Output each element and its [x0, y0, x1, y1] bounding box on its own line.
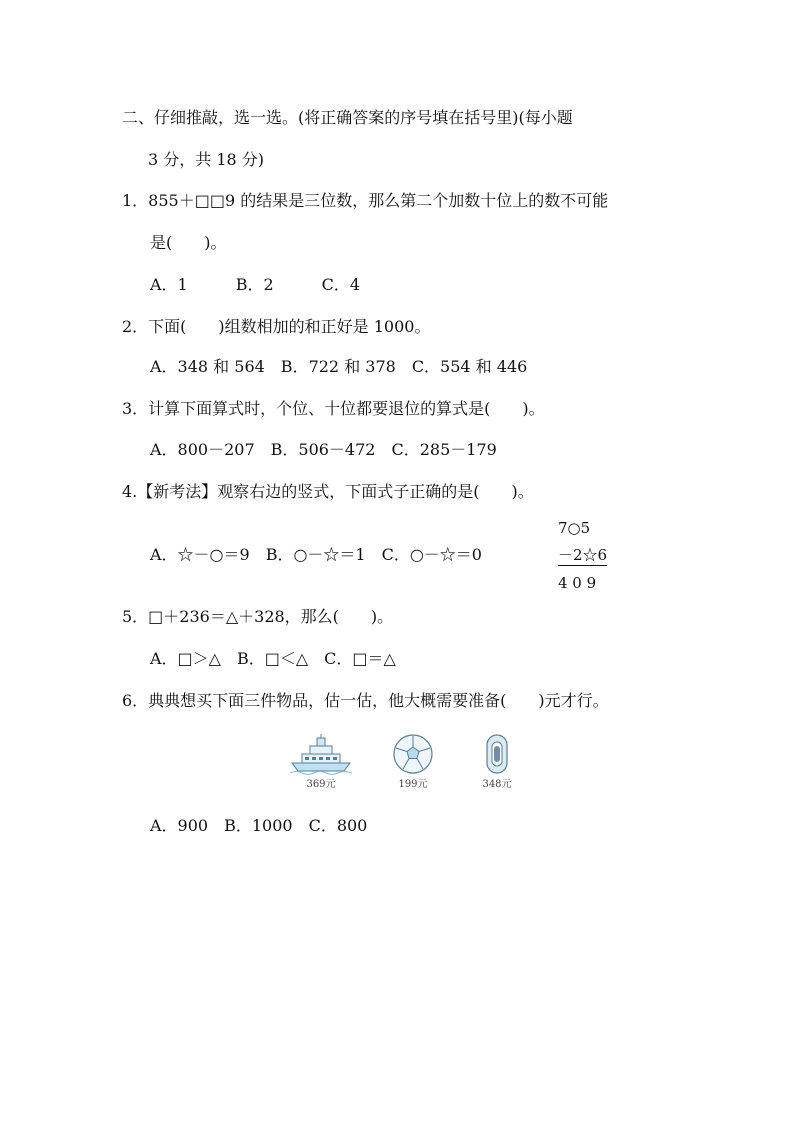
question-5-options: A．□＞△ B．□＜△ C．□＝△ [150, 649, 396, 668]
section-title-line1: 二、仔细推敲，选一选。(将正确答案的序号填在括号里)(每小题 [122, 108, 573, 127]
question-6-options: A．900 B．1000 C．800 [150, 816, 368, 835]
vertical-calc-line2: －2☆6 [558, 546, 608, 564]
question-4-stem: 4.【新考法】观察右边的竖式，下面式子正确的是( )。 [122, 482, 534, 501]
question-2-options: A．348 和 564 B．722 和 378 C．554 和 446 [150, 357, 528, 376]
question-4-options: A．☆－○＝9 B．○－☆＝1 C．○－☆＝0 [150, 545, 482, 564]
question-5-stem: 5．□＋236＝△＋328，那么( )。 [122, 607, 394, 626]
smart-band-price: 348元 [482, 779, 512, 790]
ship-icon [288, 733, 354, 775]
question-1-stem-cont: 是( )。 [150, 233, 227, 252]
question-6-stem: 6．典典想买下面三件物品，估一估，他大概需要准备( )元才行。 [122, 691, 609, 710]
section-title-line2: 3 分，共 18 分) [148, 150, 265, 169]
soccer-ball-icon [392, 733, 434, 775]
item-smart-band [462, 733, 532, 791]
question-3-stem: 3．计算下面算式时，个位、十位都要退位的算式是( )。 [122, 399, 545, 418]
question-1-stem: 1．855＋□□9 的结果是三位数，那么第二个加数十位上的数不可能 [122, 191, 609, 210]
question-3-options: A．800－207 B．506－472 C．285－179 [150, 440, 497, 459]
soccer-ball-price: 199元 [398, 779, 428, 790]
item-soccer-ball [378, 733, 448, 791]
smart-band-icon [481, 733, 513, 775]
question-1-options: A．1 B．2 C．4 [150, 275, 361, 294]
item-ship [286, 733, 356, 791]
vertical-calc-line1: 7○5 [558, 519, 591, 537]
ship-price: 369元 [306, 779, 336, 790]
question-2-stem: 2．下面( )组数相加的和正好是 1000。 [122, 317, 431, 336]
vertical-calc-result: 4 0 9 [558, 574, 597, 592]
